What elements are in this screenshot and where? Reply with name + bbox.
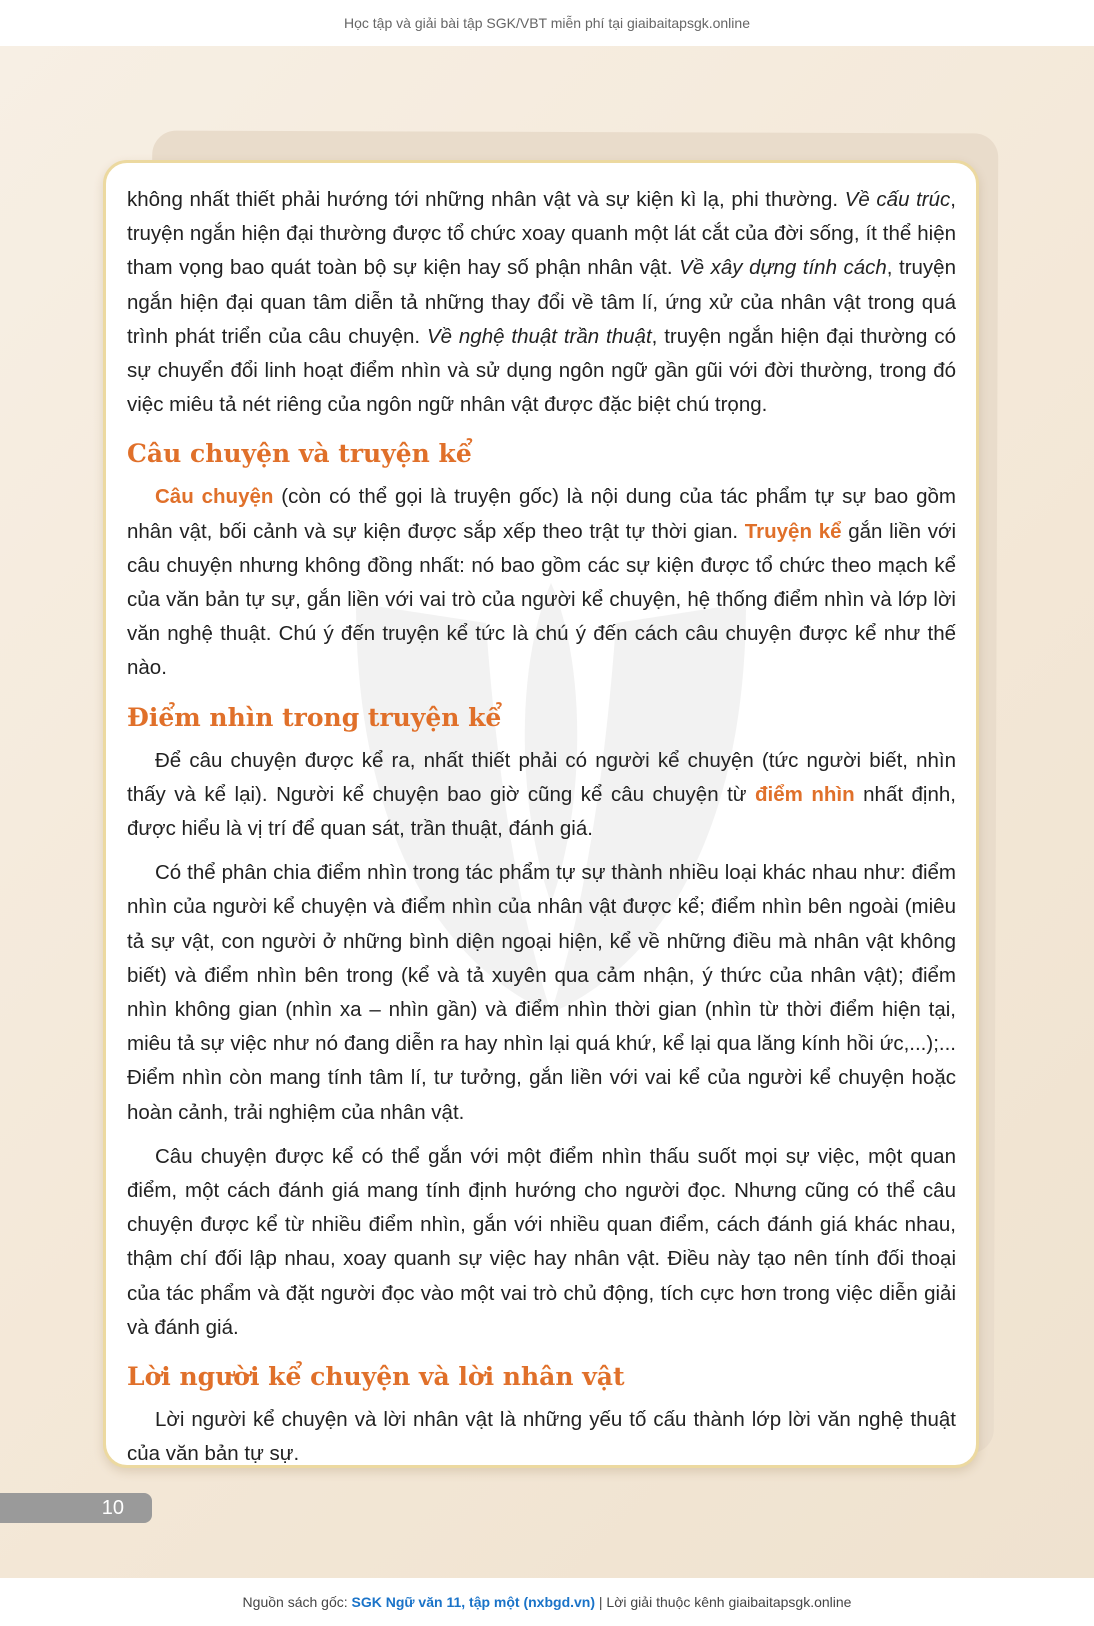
emphasis-xay-dung-tinh-cach: Về xây dựng tính cách bbox=[679, 256, 887, 280]
page-number: 10 bbox=[101, 1497, 124, 1519]
term-diem-nhin: điểm nhìn bbox=[755, 782, 855, 806]
emphasis-cau-truc: Về cấu trúc bbox=[844, 188, 951, 211]
emphasis-nghe-thuat-tran-thuat: Về nghệ thuật trần thuật bbox=[426, 324, 652, 348]
intro-paragraph: không nhất thiết phải hướng tới những nhân vật và sự kiện kì lạ, phi thường. Về cấu trúc, truyện ngắn hiện đại thường được tổ chức xoay quanh một lát cắt của đời sống, ít thể hiện tham vọng bao quát toàn bộ sự kiện hay số phận nhân vật. Về xây dựng tính cách, truyện ngắn hiện đại quan tâm diễn tả những thay đổi về tâm lí, ứng xử của nhân vật trong quá trình phát triển của câu chuyện. Về nghệ thuật trần thuật, truyện ngắn hiện đại thường có sự chuyển đổi linh hoạt điểm nhìn và sử dụng ngôn ngữ gần gũi với đời thường, trong đó việc miêu tả nét riêng của ngôn ngữ nhân vật được đặc biệt chú trọng. bbox=[127, 188, 956, 417]
term-truyen-ke: Truyện kể bbox=[744, 519, 842, 543]
section1-paragraph: Câu chuyện (còn có thể gọi là truyện gốc) là nội dung của tác phẩm tự sự bao gồm nhân vật, bối cảnh và sự kiện được sắp xếp theo trật tự thời gian. Truyện kể gắn liền với câu chuyện nhưng không đồng nhất: nó bao gồm các sự kiện được tổ chức theo mạch kể của văn bản tự sự, gắn liền với vai trò của người kể chuyện, hệ thống điểm nhìn và lớp lời văn nghệ thuật. Chú ý đến truyện kể tức là chú ý đến cách câu chuyện được kể như thế nào. bbox=[127, 485, 956, 680]
content-card bbox=[103, 160, 979, 1468]
section-heading-diem-nhin: Điểm nhìn trong truyện kể bbox=[127, 702, 502, 732]
page-content bbox=[127, 183, 956, 1468]
term-cau-chuyen: Câu chuyện bbox=[155, 485, 274, 509]
section2-paragraph-1: Để câu chuyện được kể ra, nhất thiết phải có người kể chuyện (tức người biết, nhìn thấy và kể lại). Người kể chuyện bao giờ cũng kể câu chuyện từ điểm nhìn nhất định, được hiểu là vị trí để quan sát, trần thuật, đánh giá. bbox=[127, 748, 956, 841]
section2-paragraph-2: Có thể phân chia điểm nhìn trong tác phẩm tự sự thành nhiều loại khác nhau như: điểm nhìn của người kể chuyện và điểm nhìn của nhân vật được kể; điểm nhìn bên ngoài (miêu tả sự vật, con người ở những bình diện ngoại hiện, kể về những điều mà nhân vật không biết) và điểm nhìn bên trong (kể và tả xuyên qua cảm nhận, ý thức của nhân vật); điểm nhìn không gian (nhìn xa – nhìn gần) và điểm nhìn thời gian (nhìn từ thời điểm hiện tại, miêu tả sự việc như nó đang diễn ra hay nhìn lại quá khứ, kể lại qua lăng kính hồi ức,...);... Điểm nhìn còn mang tính tâm lí, tư tưởng, gắn liền với vai kể của người kể chuyện hoặc hoàn cảnh, trải nghiệm của nhân vật. bbox=[127, 861, 956, 1124]
footer-suffix: | Lời giải thuộc kênh giaibaitapsgk.online bbox=[598, 1594, 852, 1610]
section-heading-loi-nguoi-ke: Lời người kể chuyện và lời nhân vật bbox=[127, 1362, 625, 1392]
footer-prefix: Nguồn sách gốc: bbox=[242, 1594, 348, 1610]
section3-paragraph: Lời người kể chuyện và lời nhân vật là những yếu tố cấu thành lớp lời văn nghệ thuật của văn bản tự sự. bbox=[127, 1408, 956, 1466]
footer-source-link[interactable]: SGK Ngữ văn 11, tập một (nxbgd.vn) bbox=[351, 1594, 596, 1610]
banner-text: Học tập và giải bài tập SGK/VBT miễn phí tại giaibaitapsgk.online bbox=[344, 15, 750, 31]
page-number-tab bbox=[0, 1493, 152, 1523]
section-heading-cau-chuyen: Câu chuyện và truyện kể bbox=[127, 439, 472, 469]
section2-paragraph-3: Câu chuyện được kể có thể gắn với một điểm nhìn thấu suốt mọi sự việc, một quan điểm, một cách đánh giá mang tính định hướng cho người đọc. Nhưng cũng có thể câu chuyện được kể từ nhiều điểm nhìn, gắn với nhiều quan điểm, cách đánh giá khác nhau, thậm chí đối lập nhau, xoay quanh sự việc hay nhân vật. Điều này tạo nên tính đối thoại của tác phẩm và đặt người đọc vào một vai trò chủ động, tích cực hơn trong việc diễn giải và đánh giá. bbox=[127, 1144, 956, 1339]
top-banner bbox=[0, 0, 1094, 46]
footer bbox=[0, 1578, 1094, 1626]
